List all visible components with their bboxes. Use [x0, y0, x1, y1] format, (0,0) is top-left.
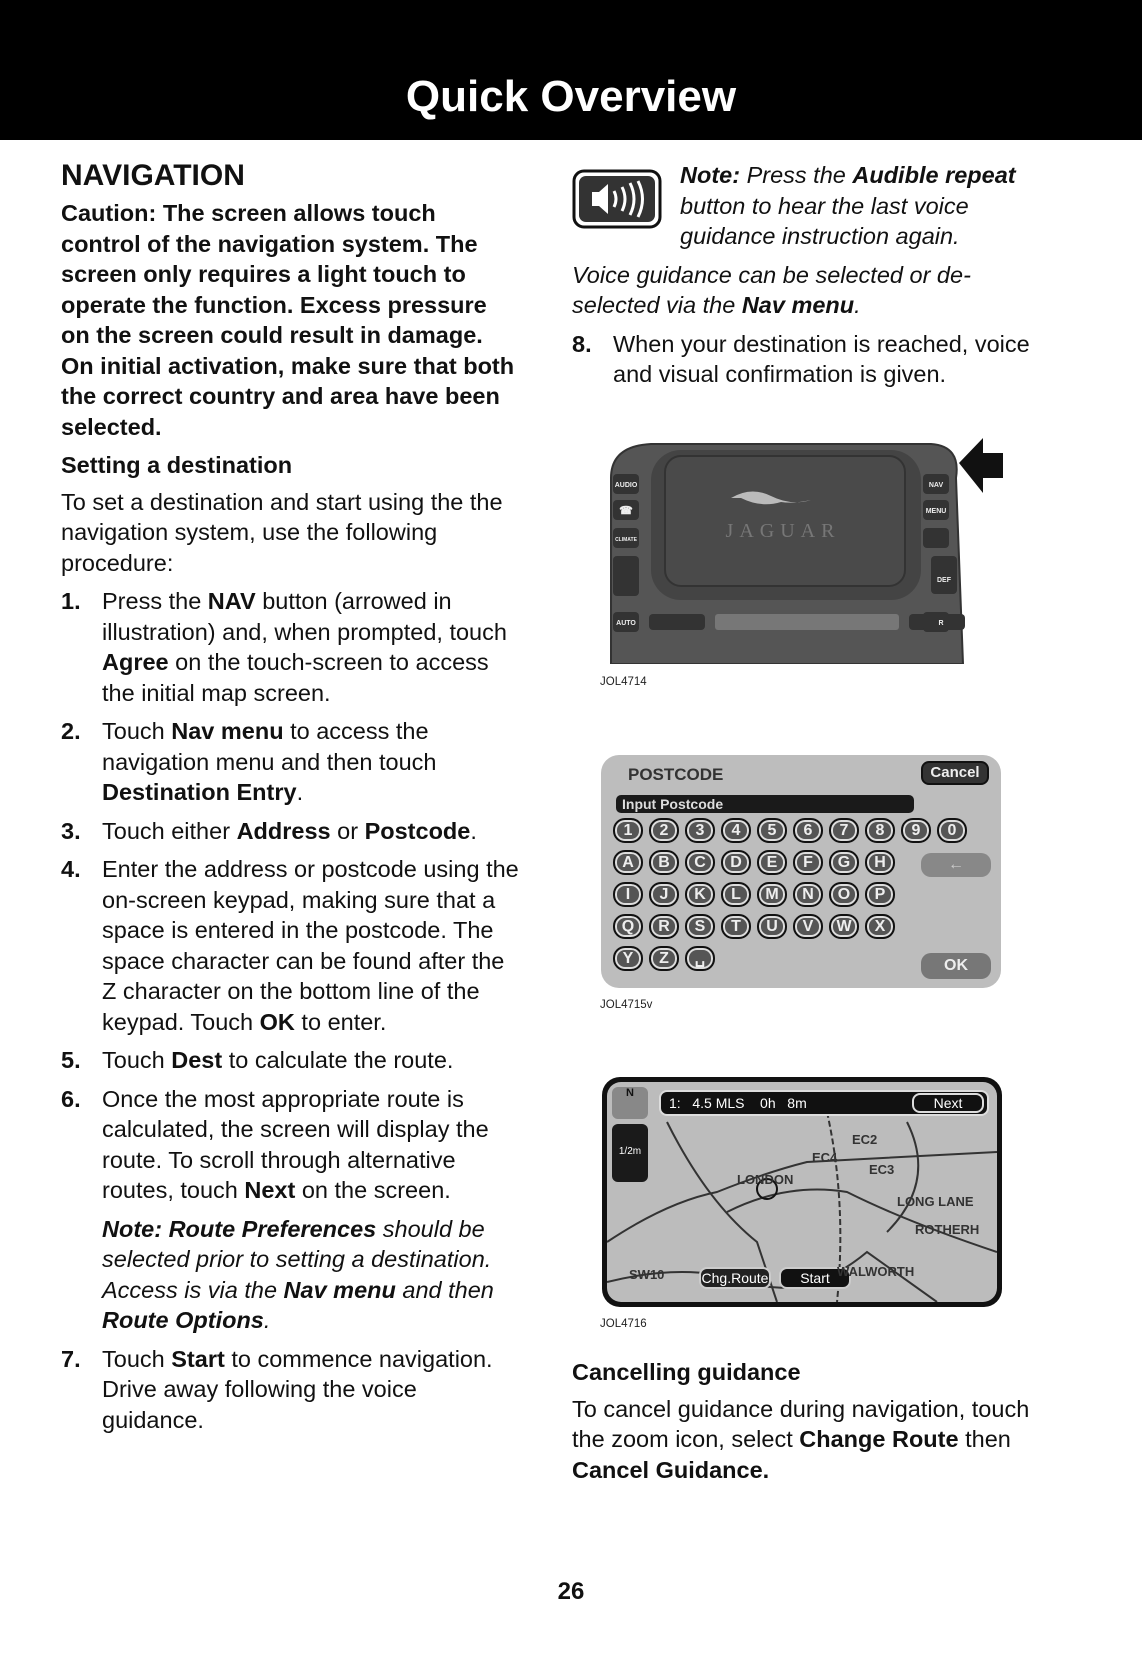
bold-text: Nav menu	[171, 718, 284, 744]
postcode-input[interactable]: Input Postcode	[616, 795, 914, 813]
key-E[interactable]: E	[757, 850, 787, 875]
step-text	[102, 856, 519, 1035]
key-U[interactable]: U	[757, 914, 787, 939]
text: To cancel guidance during navigation, touch the zoom icon, select	[572, 1395, 1030, 1452]
key-L[interactable]: L	[721, 882, 751, 907]
backspace-button[interactable]: ←	[921, 853, 991, 877]
key-C[interactable]: C	[685, 850, 715, 875]
voice-guidance-note	[572, 260, 1052, 321]
bold-text: Postcode	[364, 817, 471, 844]
text: Touch either	[102, 817, 237, 844]
key-G[interactable]: G	[829, 850, 859, 875]
arrow-icon	[959, 438, 1003, 493]
key-Z[interactable]: Z	[649, 946, 679, 971]
auto-button[interactable]: AUTO	[616, 620, 636, 627]
cancelling-guidance-section	[572, 1357, 1052, 1493]
text: to access the navigation menu and then touch	[102, 718, 437, 775]
map-place-label: LONG LANE	[897, 1194, 974, 1209]
text: button to hear the last voice guidance instruction again.	[680, 192, 969, 249]
header-bar	[0, 0, 1142, 140]
text: and then	[395, 1276, 494, 1303]
route-summary: 1: 4.5 MLS 0h 8m	[659, 1090, 989, 1116]
text: .	[854, 292, 861, 318]
step-5	[61, 1045, 521, 1076]
text: .	[470, 817, 477, 844]
step-number: 6.	[61, 1085, 81, 1112]
text: .	[263, 1307, 271, 1333]
bold-text: Nav menu	[283, 1276, 396, 1303]
subheading: Cancelling guidance	[572, 1359, 801, 1385]
key-F[interactable]: F	[793, 850, 823, 875]
key-J[interactable]: J	[649, 882, 679, 907]
key-3[interactable]: 3	[685, 818, 715, 843]
text: Touch	[102, 1345, 172, 1372]
fan-button	[613, 556, 639, 596]
key-4[interactable]: 4	[721, 818, 751, 843]
zoom-control[interactable]: 1/2m	[612, 1124, 648, 1182]
navigation-unit-illustration	[601, 438, 1011, 664]
text: Press the	[740, 162, 853, 188]
page-title: Quick Overview	[405, 72, 737, 121]
bold-text: Address	[236, 817, 331, 844]
key-M[interactable]: M	[757, 882, 787, 907]
key-␣[interactable]: ␣	[685, 946, 715, 971]
text: Touch	[102, 1047, 172, 1073]
bold-text: Nav menu	[741, 292, 855, 318]
key-Q[interactable]: Q	[613, 914, 643, 939]
map-place-label: EC2	[852, 1132, 878, 1147]
intro-text: To set a destination and start using the the navigation system, use the following procedure:	[61, 488, 503, 576]
bold-text: Note: Route Preferences	[102, 1215, 377, 1242]
step-text	[613, 331, 1030, 388]
text: to commence navigation. Drive away following the voice guidance.	[102, 1345, 493, 1433]
keypad-title: POSTCODE	[628, 765, 724, 784]
text: Once the most appropriate route is calculated, the screen will display the route. To scroll through alternative routes, touch	[102, 1085, 489, 1203]
text: Enter the address or postcode using the on-screen keypad, making sure that a space is entered in the postcode. The space character can be found after the Z character on the bottom line of the keypad. Touch	[102, 856, 519, 1035]
key-I[interactable]: I	[613, 882, 643, 907]
step-number: 7.	[61, 1345, 81, 1372]
bold-text: NAV	[207, 588, 256, 614]
bold-text: OK	[259, 1008, 295, 1035]
key-B[interactable]: B	[649, 850, 679, 875]
step-6	[61, 1084, 521, 1336]
text: Voice guidance can be selected or de-selected via the	[572, 261, 971, 318]
steps-list	[61, 586, 521, 1435]
subheading: Setting a destination	[61, 452, 293, 478]
postcode-keypad-illustration	[601, 755, 1001, 988]
bold-text: Dest	[171, 1047, 223, 1073]
route-map-illustration	[602, 1077, 1002, 1307]
step-number: 5.	[61, 1047, 81, 1073]
section-heading: NAVIGATION	[61, 159, 245, 192]
text: to enter.	[294, 1008, 387, 1035]
key-H[interactable]: H	[865, 850, 895, 875]
key-P[interactable]: P	[865, 882, 895, 907]
key-T[interactable]: T	[721, 914, 751, 939]
bold-text: Next	[244, 1177, 296, 1203]
map-place-label: EC4	[812, 1150, 838, 1165]
text: then	[958, 1426, 1011, 1452]
caution-text: Caution: The screen allows touch control of the navigation system. The screen only requires a light touch to operate the function. Excess pressure on the screen could result in damage. On initial activation, make sure that both the correct country and area have been selected.	[61, 200, 515, 440]
step-7	[61, 1344, 521, 1436]
text: on the touch-screen to access the initial map screen.	[102, 649, 489, 706]
phone-button[interactable]: ☎	[619, 505, 633, 517]
key-5[interactable]: 5	[757, 818, 787, 843]
bold-text: Note:	[680, 162, 741, 188]
key-S[interactable]: S	[685, 914, 715, 939]
text: Press the	[102, 588, 208, 614]
figure-caption: JOL4714	[600, 676, 647, 688]
change-route-button[interactable]: Chg.Route	[699, 1267, 771, 1289]
key-O[interactable]: O	[829, 882, 859, 907]
next-button[interactable]: Next	[912, 1093, 984, 1113]
key-6[interactable]: 6	[793, 818, 823, 843]
text: to calculate the route.	[222, 1047, 454, 1073]
step-text	[102, 718, 436, 805]
step-text	[102, 818, 477, 844]
figure-caption: JOL4715v	[600, 999, 653, 1011]
key-8[interactable]: 8	[865, 818, 895, 843]
recirc-button[interactable]: R	[938, 620, 944, 627]
key-0[interactable]: 0	[937, 818, 967, 843]
step-text	[102, 588, 507, 706]
start-button[interactable]: Start	[779, 1267, 851, 1289]
menu-button[interactable]: MENU	[925, 508, 947, 515]
text: .	[296, 779, 304, 805]
key-N[interactable]: N	[793, 882, 823, 907]
right-column	[572, 160, 1052, 398]
step-text	[102, 1346, 493, 1433]
defrost-button[interactable]: DEF	[937, 577, 951, 584]
key-V[interactable]: V	[793, 914, 823, 939]
audible-repeat-note	[572, 160, 1052, 252]
text: or	[330, 817, 365, 844]
key-W[interactable]: W	[829, 914, 859, 939]
step-text	[102, 1086, 489, 1204]
key-R[interactable]: R	[649, 914, 679, 939]
nav-button[interactable]: NAV	[928, 482, 944, 489]
audio-button[interactable]: AUDIO	[614, 482, 638, 489]
step-4	[61, 854, 521, 1037]
bold-text: Change Route	[799, 1426, 959, 1452]
left-column	[61, 158, 521, 1443]
step-number: 1.	[61, 588, 81, 614]
step-text	[102, 1047, 453, 1073]
car-button	[923, 528, 949, 548]
key-A[interactable]: A	[613, 850, 643, 875]
text: When your destination is reached, voice and visual confirmation is given.	[613, 330, 1030, 387]
text: should be selected prior to setting a destination. Access is via the	[102, 1215, 492, 1303]
bold-text: Destination Entry	[102, 779, 297, 805]
north-compass-button[interactable]: N	[612, 1087, 648, 1119]
map-place-label: SW10	[629, 1267, 665, 1282]
step-1	[61, 586, 521, 708]
step-2	[61, 716, 521, 808]
figure-caption: JOL4716	[600, 1318, 647, 1330]
bold-text: Agree	[102, 649, 169, 675]
cancel-guidance-text	[572, 1394, 1052, 1486]
bold-text: Route Options	[102, 1307, 264, 1333]
step-3	[61, 816, 521, 847]
key-1[interactable]: 1	[613, 818, 643, 843]
key-2[interactable]: 2	[649, 818, 679, 843]
map-place-label: LONDON	[737, 1172, 794, 1187]
key-D[interactable]: D	[721, 850, 751, 875]
text: button (arrowed in illustration) and, when prompted, touch	[102, 588, 507, 645]
map-place-label: WALWORTH	[837, 1264, 915, 1279]
key-K[interactable]: K	[685, 882, 715, 907]
map-place-label: EC3	[869, 1162, 895, 1177]
map-place-label: ROTHERH	[915, 1222, 980, 1237]
step-number: 3.	[61, 817, 81, 844]
key-7[interactable]: 7	[829, 818, 859, 843]
bold-text: Audible repeat	[852, 162, 1016, 188]
bold-text: Start	[171, 1345, 225, 1372]
brand-text: JAGUAR	[725, 520, 841, 542]
bold-text: Cancel Guidance.	[572, 1456, 770, 1483]
route-preferences-note	[102, 1214, 521, 1336]
step-number: 8.	[572, 330, 592, 357]
key-Y[interactable]: Y	[613, 946, 643, 971]
text: Touch	[102, 718, 172, 744]
step-number: 2.	[61, 718, 81, 744]
key-X[interactable]: X	[865, 914, 895, 939]
ok-button[interactable]: OK	[921, 953, 991, 979]
step-number: 4.	[61, 856, 81, 882]
page-number: 26	[557, 1578, 585, 1605]
climate-button[interactable]: CLIMATE	[615, 537, 637, 543]
cancel-button[interactable]: Cancel	[921, 761, 989, 785]
key-9[interactable]: 9	[901, 818, 931, 843]
step-8	[572, 329, 1052, 390]
text: on the screen.	[295, 1177, 451, 1203]
